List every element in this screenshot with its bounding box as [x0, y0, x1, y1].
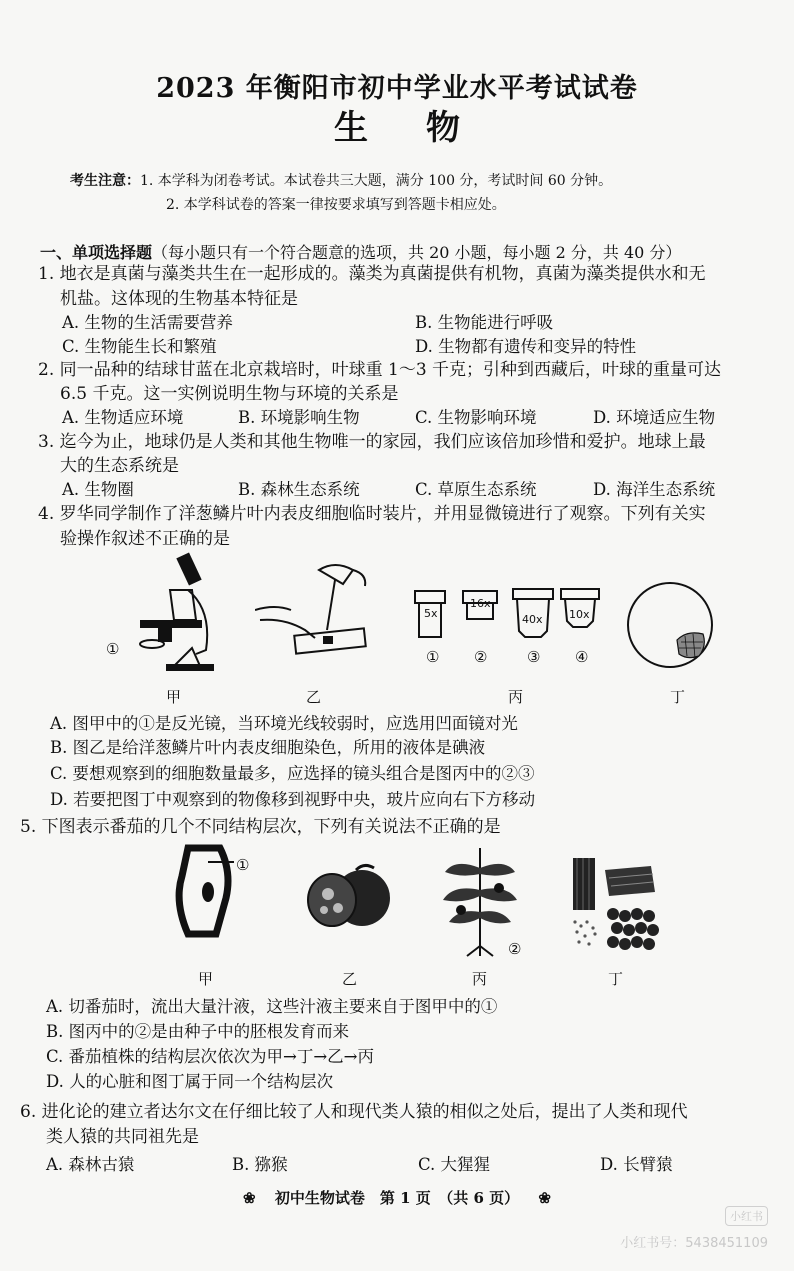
q6-option-a: A. 森林古猿 [46, 1155, 135, 1174]
tomato-fruit-illustration [300, 858, 395, 933]
staining-illustration [255, 560, 375, 660]
q4-caption-bing: 丙 [508, 688, 524, 706]
microscope-illustration [100, 550, 220, 680]
q6-line-1: 6. 进化论的建立者达尔文在仔细比较了人和现代类人猿的相似之处后，提出了人类和现代 [20, 1102, 688, 1122]
footer-ornament-right: ❀ [538, 1189, 551, 1207]
lens-number-2: ② [474, 648, 488, 666]
lens-number-1: ① [426, 648, 440, 666]
q5-line-1: 5. 下图表示番茄的几个不同结构层次，下列有关说法不正确的是 [20, 817, 501, 837]
footer-text: 初中生物试卷 第 1 页 （共 6 页） [274, 1189, 520, 1207]
q4-figure [100, 550, 720, 710]
section-title: 一、单项选择题 [40, 243, 153, 262]
q2-line-1: 2. 同一品种的结球甘蓝在北京栽培时，叶球重 1～3 千克；引种到西藏后，叶球的重量可达 [38, 360, 722, 380]
q5-figure [150, 838, 670, 988]
q3-option-c: C. 草原生态系统 [415, 480, 537, 499]
q1-option-c: C. 生物能生长和繁殖 [62, 337, 217, 356]
q4-option-c: C. 要想观察到的细胞数量最多，应选择的镜头组合是图丙中的②③ [50, 764, 535, 783]
watermark-badge: 小红书 [725, 1206, 768, 1226]
footer-ornament-left: ❀ [243, 1189, 256, 1207]
q3-option-b: B. 森林生态系统 [238, 480, 360, 499]
notice-line-1: 1. 本学科为闭卷考试。本试卷共三大题，满分 100 分，考试时间 60 分钟。 [140, 173, 613, 189]
q5-option-a: A. 切番茄时，流出大量汁液，这些汁液主要来自于图甲中的① [46, 997, 498, 1016]
lens-label-3: 40x [522, 613, 543, 626]
q2-option-d: D. 环境适应生物 [593, 408, 716, 427]
q1-option-b: B. 生物能进行呼吸 [415, 313, 554, 332]
q5-caption-ding: 丁 [608, 970, 624, 988]
q1-line-2: 机盐。这体现的生物基本特征是 [60, 289, 298, 309]
q4-option-a: A. 图甲中的①是反光镜，当环境光线较弱时，应选用凹面镜对光 [50, 714, 518, 733]
q1-option-d: D. 生物都有遗传和变异的特性 [415, 337, 637, 356]
q4-line-2: 验操作叙述不正确的是 [60, 529, 230, 549]
q5-caption-yi: 乙 [342, 970, 358, 988]
lens-label-1: 5x [424, 607, 438, 620]
q4-option-d: D. 若要把图丁中观察到的物像移到视野中央，玻片应向右下方移动 [50, 790, 536, 809]
q4-marker-1: ① [106, 640, 120, 658]
notice-block [70, 170, 612, 192]
q5-marker-2: ② [508, 940, 522, 958]
lens-number-3: ③ [527, 648, 541, 666]
q4-caption-ding: 丁 [670, 688, 686, 706]
q6-option-c: C. 大猩猩 [418, 1155, 491, 1174]
exam-title: 2023 年衡阳市初中学业水平考试试卷 [156, 73, 638, 104]
q2-line-2: 6.5 千克。这一实例说明生物与环境的关系是 [60, 384, 399, 404]
lens-number-4: ④ [575, 648, 589, 666]
q5-marker-1: ① [236, 856, 250, 874]
q2-option-c: C. 生物影响环境 [415, 408, 537, 427]
lens-label-2: 16x [470, 597, 491, 610]
q3-option-d: D. 海洋生态系统 [593, 480, 716, 499]
q1-option-a: A. 生物的生活需要营养 [62, 313, 233, 332]
q4-caption-yi: 乙 [306, 688, 322, 706]
q3-line-2: 大的生态系统是 [60, 456, 179, 476]
q5-option-d: D. 人的心脏和图丁属于同一个结构层次 [46, 1072, 334, 1091]
plant-cell-illustration [168, 842, 238, 942]
q4-option-b: B. 图乙是给洋葱鳞片叶内表皮细胞染色，所用的液体是碘液 [50, 738, 486, 757]
notice-label: 考生注意： [70, 173, 140, 189]
page-footer [0, 1187, 794, 1208]
q3-line-1: 3. 迄今为止，地球仍是人类和其他生物唯一的家园，我们应该倍加珍惜和爱护。地球上最 [38, 432, 706, 452]
field-of-view-illustration [625, 580, 715, 670]
q3-option-a: A. 生物圈 [62, 480, 134, 499]
q5-caption-jia: 甲 [198, 970, 214, 988]
q1-line-1: 1. 地衣是真菌与藻类共生在一起形成的。藻类为真菌提供有机物，真菌为藻类提供水和无 [38, 264, 706, 284]
q2-option-b: B. 环境影响生物 [238, 408, 360, 427]
lens-label-4: 10x [569, 608, 590, 621]
q6-line-2: 类人猿的共同祖先是 [46, 1127, 199, 1147]
q6-option-b: B. 猕猴 [232, 1155, 288, 1174]
section-heading [40, 240, 681, 263]
tissue-illustration [565, 852, 665, 952]
q5-option-c: C. 番茄植株的结构层次依次为甲→丁→乙→丙 [46, 1047, 375, 1066]
q4-caption-jia: 甲 [166, 688, 182, 706]
notice-line-2: 2. 本学科试卷的答案一律按要求填写到答题卡相应处。 [166, 197, 506, 213]
q6-option-d: D. 长臂猿 [600, 1155, 673, 1174]
watermark-id: 小红书号：5438451109 [620, 1236, 768, 1251]
q2-option-a: A. 生物适应环境 [62, 408, 184, 427]
q4-line-1: 4. 罗华同学制作了洋葱鳞片叶内表皮细胞临时装片，并用显微镜进行了观察。下列有关实 [38, 504, 706, 524]
section-note: （每小题只有一个符合题意的选项，共 20 小题，每小题 2 分，共 40 分） [152, 243, 682, 262]
subject-title: 生物 [334, 108, 518, 148]
q5-caption-bing: 丙 [472, 970, 488, 988]
q5-option-b: B. 图丙中的②是由种子中的胚根发育而来 [46, 1022, 350, 1041]
